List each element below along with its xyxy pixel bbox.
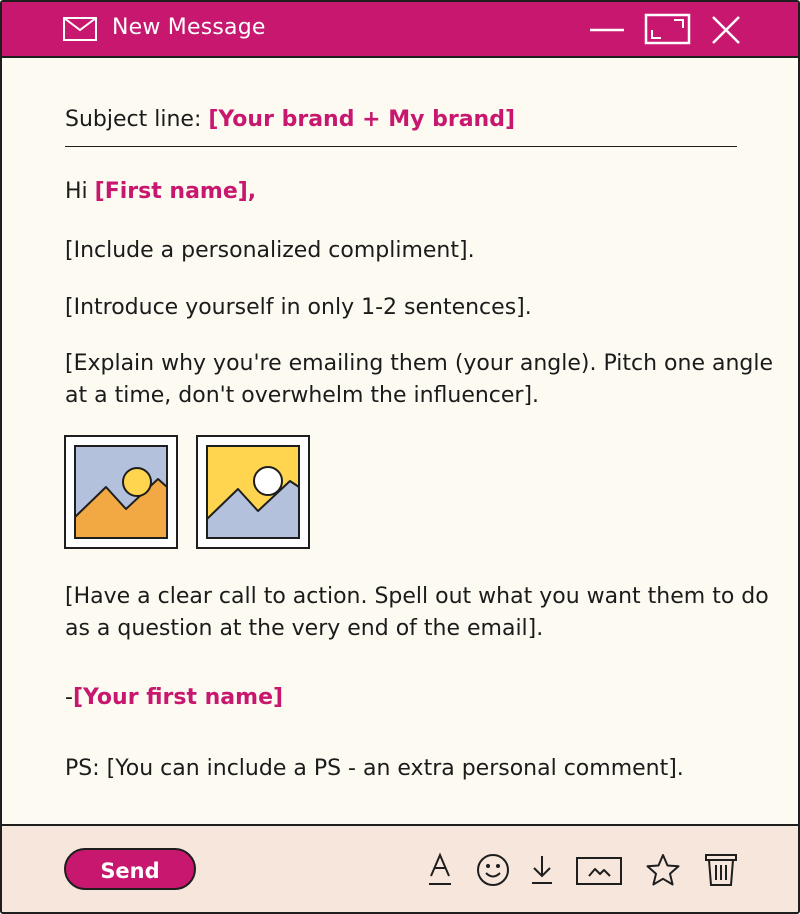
compose-toolbar [2, 824, 798, 914]
insert-image-icon[interactable] [575, 856, 623, 890]
greeting-line [65, 176, 256, 208]
attachment-image-1[interactable] [64, 435, 178, 549]
envelope-icon [63, 17, 97, 45]
paragraph-cta-line1: [Have a clear call to action. Spell out what you want them to do [65, 584, 769, 609]
greeting-name: [First name], [94, 179, 257, 204]
paragraph-angle-line2: at a time, don't overwhelm the influencer]. [65, 383, 540, 408]
minimize-button[interactable] [588, 15, 626, 49]
paragraph-compliment: [Include a personalized compliment]. [65, 238, 475, 263]
title-bar [2, 2, 798, 58]
message-body[interactable] [2, 58, 798, 824]
close-button[interactable] [709, 13, 743, 51]
send-button[interactable]: Send [64, 848, 196, 890]
subject-label: Subject line: [65, 107, 209, 132]
text-format-icon[interactable] [428, 852, 452, 892]
attachment-image-2[interactable] [196, 435, 310, 549]
paragraph-cta-line2: as a question at the very end of the email]. [65, 616, 544, 641]
trash-icon[interactable] [703, 852, 739, 892]
subject-divider [65, 146, 737, 147]
emoji-icon[interactable] [476, 853, 510, 891]
image-icon [66, 437, 176, 547]
paragraph-angle-line1: [Explain why you're emailing them (your angle). Pitch one angle [65, 351, 774, 376]
greeting-prefix: Hi [65, 179, 95, 204]
postscript: PS: [You can include a PS - an extra personal comment]. [65, 756, 684, 781]
window-title: New Message [112, 15, 266, 40]
maximize-button[interactable] [644, 10, 692, 52]
paragraph-intro: [Introduce yourself in only 1-2 sentences]. [65, 295, 532, 320]
signature-name: [Your first name] [72, 685, 284, 710]
star-icon[interactable] [645, 852, 681, 892]
signature-dash: - [65, 685, 73, 710]
subject-value[interactable]: [Your brand + My brand] [208, 107, 516, 132]
image-icon [198, 437, 308, 547]
signature-line [65, 682, 283, 714]
subject-line[interactable] [65, 104, 515, 136]
download-icon[interactable] [529, 854, 555, 890]
